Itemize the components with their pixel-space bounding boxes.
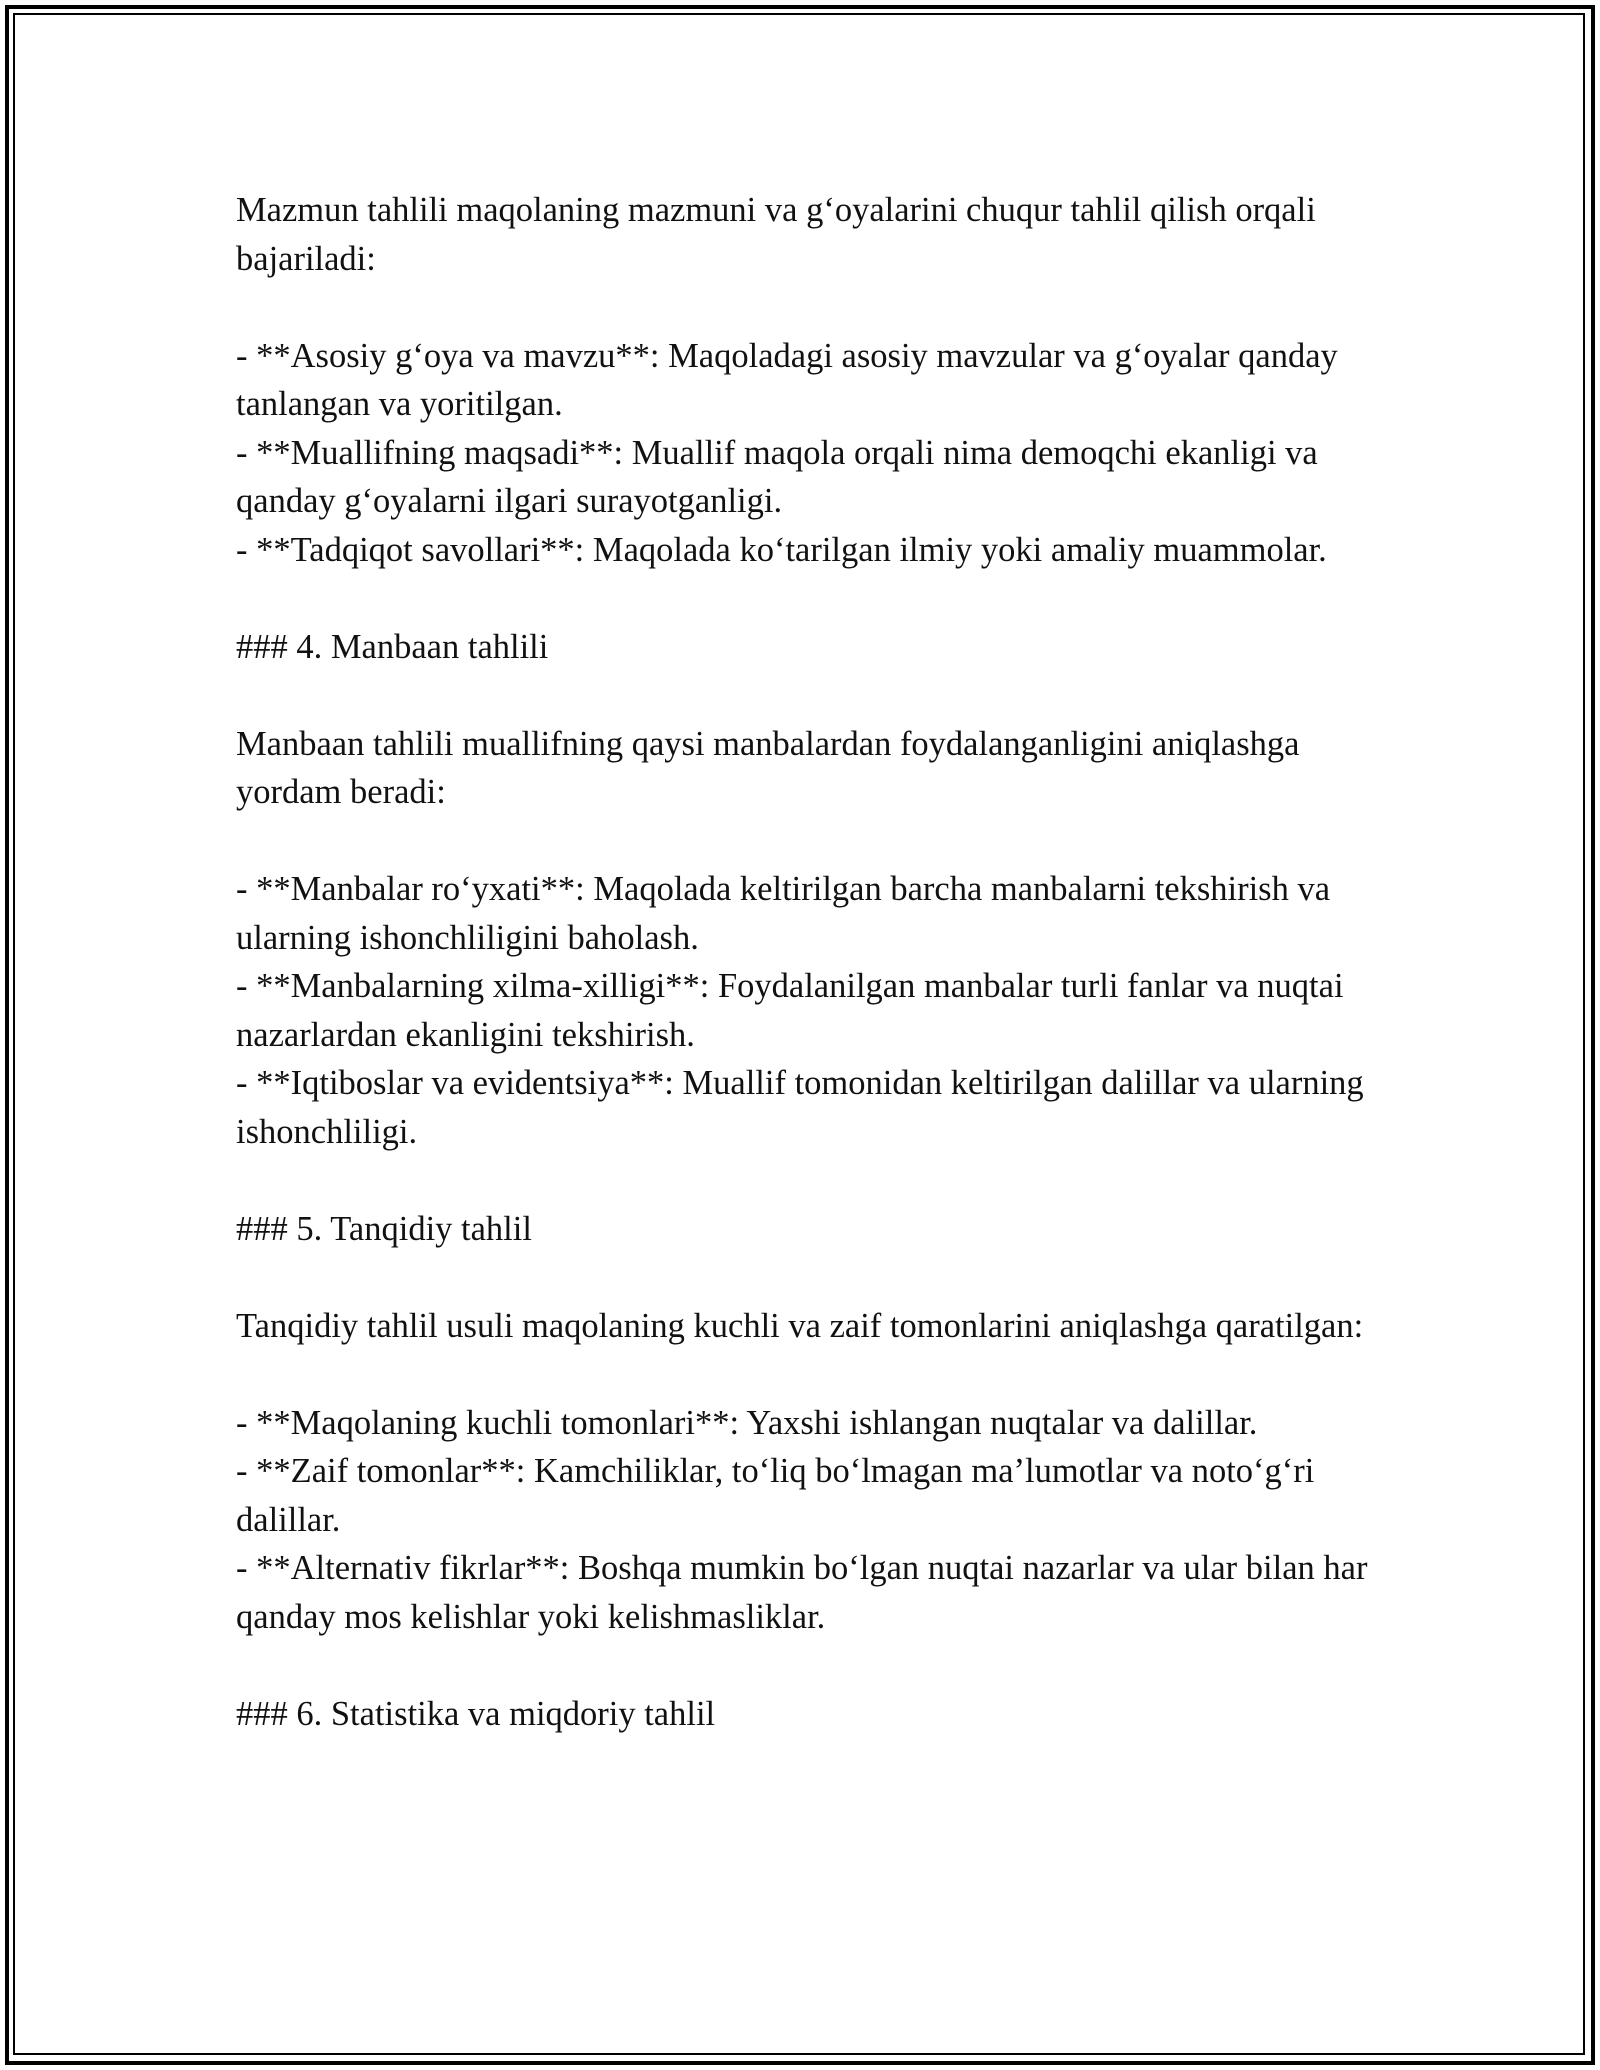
list-item: - **Maqolaning kuchli tomonlari**: Yaxshi ishlangan nuqtalar va dalillar. <box>236 1403 1258 1442</box>
list-item: - **Muallifning maqsadi**: Muallif maqola orqali nima demoqchi ekanligi va qanday g‘oyalarni ilgari surayotganligi. <box>236 433 1318 520</box>
list-item: - **Manbalar ro‘yxati**: Maqolada keltirilgan barcha manbalarni tekshirish va ularning ishonchliligini baholash. <box>236 870 1331 957</box>
list-item: - **Manbalarning xilma-xilligi**: Foydalanilgan manbalar turli fanlar va nuqtai nazarlardan ekanligini tekshirish. <box>236 967 1344 1054</box>
list-item: - **Alternativ fikrlar**: Boshqa mumkin bo‘lgan nuqtai nazarlar va ular bilan har qanday mos kelishlar yoki kelishmasliklar. <box>236 1549 1368 1636</box>
list-item: - **Tadqiqot savollari**: Maqolada ko‘tarilgan ilmiy yoki amaliy muammolar. <box>236 530 1327 569</box>
list-item: - **Iqtiboslar va evidentsiya**: Muallif tomonidan keltirilgan dalillar va ularning ishonchliligi. <box>236 1064 1364 1151</box>
section-4-paragraph: Manbaan tahlili muallifning qaysi manbalardan foydalanganligini aniqlashga yordam beradi: <box>236 724 1300 811</box>
section-5-paragraph: Tanqidiy tahlil usuli maqolaning kuchli va zaif tomonlarini aniqlashga qaratilgan: <box>236 1306 1364 1345</box>
section-heading-4: ### 4. Manbaan tahlili <box>236 627 549 666</box>
section-4-list <box>236 865 1396 1156</box>
list-item: - **Zaif tomonlar**: Kamchiliklar, to‘liq bo‘lmagan ma’lumotlar va noto‘g‘ri dalillar. <box>236 1452 1315 1539</box>
section-heading-5: ### 5. Tanqidiy tahlil <box>236 1209 532 1248</box>
list-item: - **Asosiy g‘oya va mavzu**: Maqoladagi asosiy mavzular va g‘oyalar qanday tanlangan va yoritilgan. <box>236 336 1338 423</box>
document-body <box>236 186 1396 1787</box>
intro-paragraph: Mazmun tahlili maqolaning mazmuni va g‘oyalarini chuqur tahlil qilish orqali bajariladi: <box>236 191 1316 278</box>
section-5-list <box>236 1399 1396 1642</box>
section-heading-6: ### 6. Statistika va miqdoriy tahlil <box>236 1694 716 1733</box>
intro-list <box>236 332 1396 575</box>
